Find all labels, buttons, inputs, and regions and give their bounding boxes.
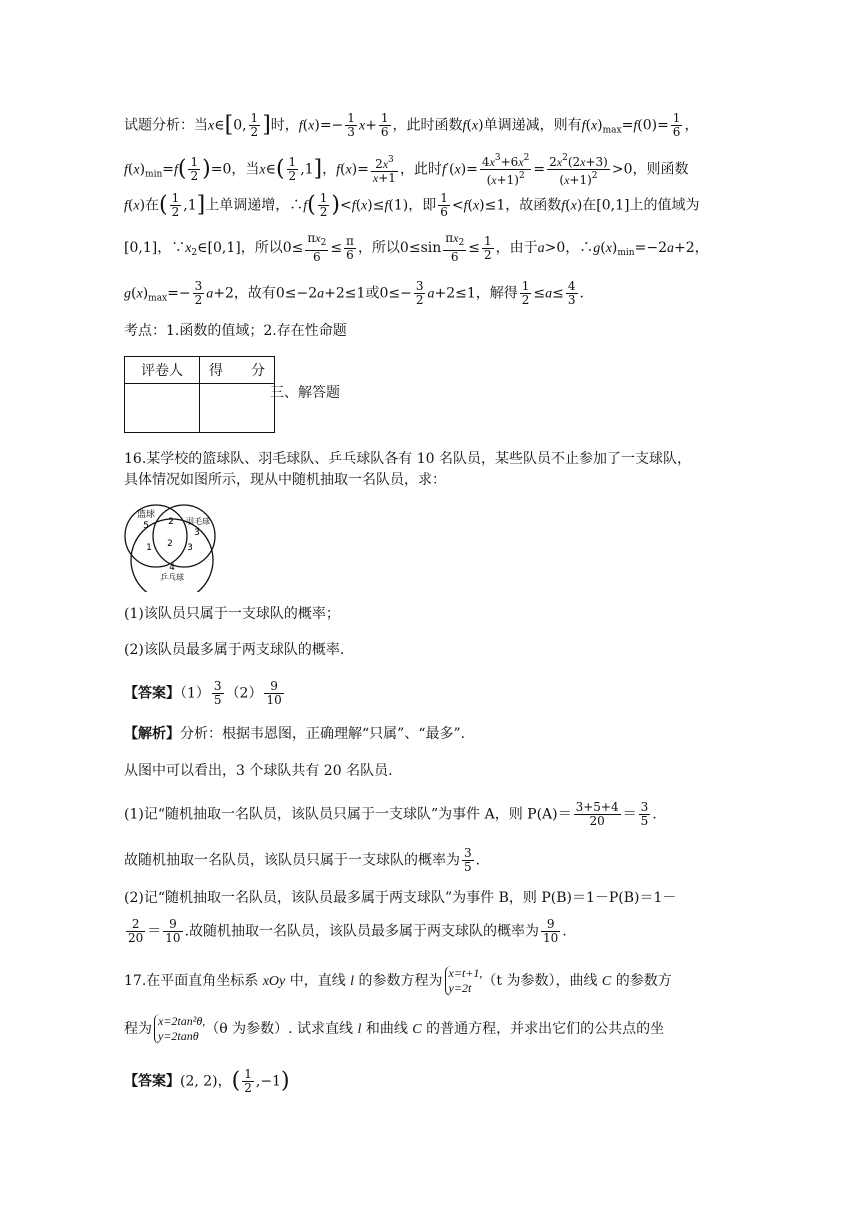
q16-p1-end: . bbox=[652, 806, 657, 823]
venn-circle-basketball bbox=[125, 505, 187, 567]
q17-line2-b: （θ 为参数）. 试求直线 bbox=[205, 1021, 358, 1037]
venn-basketball-badminton: 2 bbox=[168, 517, 174, 527]
q16-p1-text: (1)记“随机抽取一名队员，该队员只属于一支球队”为事件 A，则 P(A)＝ bbox=[124, 806, 572, 823]
analysis-line-3: f(x)在( $\frac{1}{2}$ ,1]上单调递增，∴f( $\frac{1}{2}$ )<f(x)≤f(1)，即 $\frac{1}{6}$ <f(x)≤1，故函数f(x)在[0,1]上的值域为 bbox=[124, 191, 700, 219]
venn-only-badminton: 3 bbox=[194, 528, 200, 538]
venn-all-three: 2 bbox=[167, 539, 173, 549]
q16-p1-concl-num: 3 bbox=[464, 846, 472, 860]
q17-line2-d: 的普通方程，并求出它们的公共点的坐 bbox=[421, 1021, 665, 1037]
q17-line1-c: 的参数方程为 bbox=[354, 973, 443, 989]
q16-p2-concl-den: 10 bbox=[543, 931, 559, 945]
venn-only-pingpong: 4 bbox=[169, 563, 175, 573]
q16-jiexi bbox=[124, 724, 465, 744]
venn-basketball-pingpong: 1 bbox=[146, 543, 152, 553]
analysis-line-5: $g(x)_{max}=-$ $\frac{3}{2}$ a+2，故有0≤−2a+2≤1或0≤− $\frac{3}{2}$ a+2≤1，解得 $\frac{1}{2}$ ≤a≤ $\frac{4}{3}$ . bbox=[124, 279, 584, 307]
q17-answer-a: (2, 2)， bbox=[180, 1073, 232, 1090]
q16-p2-frac1-den: 20 bbox=[128, 931, 144, 945]
q17-curve-eq2: y=2tanθ bbox=[158, 1029, 199, 1043]
section-title: 三、解答题 bbox=[270, 385, 340, 401]
q16-p1-concl-text: 故随机抽取一名队员，该队员只属于一支球队的概率为 bbox=[124, 852, 460, 869]
q17-line-eq2: y=2t bbox=[448, 981, 472, 995]
score-table-grader-cell bbox=[125, 384, 200, 433]
q16-jiexi-label: 【解析】 bbox=[124, 726, 180, 742]
analysis-label: 试题分析： bbox=[124, 117, 194, 134]
q16-p1-frac-num: 3+5+4 bbox=[575, 800, 619, 814]
venn-label-basketball: 篮球 bbox=[136, 510, 156, 520]
q17-curve-equations bbox=[154, 1014, 205, 1044]
q16-p2-concl-text: .故随机抽取一名队员，该队员最多属于两支球队的概率为 bbox=[184, 923, 540, 940]
venn-label-pingpong: 乒乓球 bbox=[160, 573, 184, 582]
q17-line-1 bbox=[124, 966, 672, 996]
q16-p1-conclusion: 故随机抽取一名队员，该队员只属于一支球队的概率为 $\frac{3}{5}$ . bbox=[124, 846, 481, 874]
q17-line-2 bbox=[124, 1014, 664, 1044]
q16-part-2: (2)该队员最多属于两支球队的概率. bbox=[124, 642, 345, 658]
q16-p1-frac-den: 20 bbox=[589, 814, 605, 828]
q16-p1-res-den: 5 bbox=[640, 814, 649, 828]
q17-line1-a: 17.在平面直角坐标系 bbox=[124, 973, 263, 989]
q16-answer2-prefix: （2） bbox=[225, 685, 263, 702]
q17-xoy: xOy bbox=[262, 974, 286, 989]
q17-answer: 【答案】(2, 2)，( $\frac{1}{2}$ ,−1) bbox=[124, 1067, 290, 1095]
q17-line-equations bbox=[445, 966, 483, 996]
q16-total-line: 从图中可以看出，3 个球队共有 20 名队员. bbox=[124, 763, 393, 779]
q17-answer-b-tail: ,−1 bbox=[255, 1073, 281, 1090]
q16-line-2: 具体情况如图所示，现从中随机抽取一名队员，求： bbox=[124, 472, 446, 488]
q17-line2-C: C bbox=[412, 1022, 422, 1037]
venn-diagram bbox=[122, 500, 222, 592]
q16-p2-frac1-num: 2 bbox=[126, 918, 145, 932]
q17-answer-label: 【答案】 bbox=[124, 1073, 180, 1090]
q17-answer-b-den: 2 bbox=[244, 1081, 252, 1095]
q16-p2-eq: ＝ bbox=[147, 923, 162, 940]
q16-p2-frac2-num: 9 bbox=[163, 918, 182, 932]
q17-answer-b-num: 1 bbox=[244, 1067, 252, 1081]
q17-curve-C: C bbox=[601, 974, 612, 989]
q16-p2-line: (2)记“随机抽取一名队员，该队员最多属于两支球队”为事件 B，则 P(B)＝1－P(B)＝1－ bbox=[124, 890, 677, 906]
venn-only-basketball: 5 bbox=[143, 521, 149, 531]
q16-p1-line bbox=[124, 801, 657, 828]
q17-line-l: l bbox=[350, 974, 355, 989]
q17-line2-l: l bbox=[357, 1022, 362, 1037]
q16-answer1-den: 5 bbox=[213, 693, 222, 707]
q16-answer1-num: 3 bbox=[213, 679, 222, 693]
q16-p1-eq: ＝ bbox=[622, 806, 637, 823]
q16-line-1: 16.某学校的篮球队、羽毛球队、乒乓球队各有 10 名队员，某些队员不止参加了一支球队， bbox=[124, 451, 691, 467]
q16-p2-concl-num: 9 bbox=[541, 918, 560, 932]
q16-p2-frac2-den: 10 bbox=[165, 931, 181, 945]
q16-p1-concl-den: 5 bbox=[464, 860, 472, 874]
kaodian: 考点：1.函数的值域；2.存在性命题 bbox=[124, 323, 347, 339]
score-table-score-cell bbox=[200, 384, 275, 433]
analysis-line-1: 试题分析：当x∈[0, $\frac{1}{2}$ ]时，f(x)=− $\frac{1}{3}$ x+ $\frac{1}{6}$ ，此时函数f(x)单调递减，则有$f(x)_{max}=f(0)=$ $\frac{1}{6}$ ， bbox=[124, 111, 699, 139]
score-table-grader-header: 评卷人 bbox=[125, 357, 200, 384]
venn-badminton-pingpong: 3 bbox=[187, 543, 193, 553]
q16-p2-line-2: $\frac{2}{20}$ ＝ $\frac{9}{10}$ .故随机抽取一名队员，该队员最多属于两支球队的概率为 $\frac{9}{10}$ . bbox=[128, 917, 567, 945]
q17-line1-e: 的参数方 bbox=[611, 973, 672, 989]
q16-p1-res-num: 3 bbox=[640, 800, 649, 814]
analysis-line-2: $f(x)_{min}=f$( $\frac{1}{2}$ )=0，当x∈( $\frac{1}{2}$ ,1]，f(x)= $\frac{2x^3}{x+1}$ ，此时f′(x)= $\frac{4x^3+6x^2}{(x+1)^2}$ = $\frac{2x^2(2x+3)}{(x+1)^2}$ >0，则函数 bbox=[124, 153, 689, 187]
q16-answer2-num: 9 bbox=[264, 680, 283, 694]
venn-label-badminton: 羽毛球 bbox=[186, 517, 210, 526]
q17-line1-b: 中，直线 bbox=[285, 973, 351, 989]
q16-answer1-prefix: （1） bbox=[180, 685, 210, 702]
q17-line1-d: （t 为参数），曲线 bbox=[482, 973, 602, 989]
q17-line2-a: 程为 bbox=[124, 1021, 152, 1037]
q17-line2-c: 和曲线 bbox=[361, 1021, 413, 1037]
q16-answer-label: 【答案】 bbox=[124, 685, 180, 702]
score-table bbox=[124, 356, 275, 433]
q17-curve-eq1: x=2tan²θ, bbox=[158, 1014, 206, 1028]
q16-part-1: (1)该队员只属于一支球队的概率； bbox=[124, 606, 340, 622]
q16-jiexi-text: 分析：根据韦恩图，正确理解“只属”、“最多”. bbox=[180, 726, 466, 742]
q17-line-eq1: x=t+1, bbox=[448, 966, 483, 980]
q16-answer bbox=[124, 680, 286, 707]
q16-answer2-den: 10 bbox=[266, 693, 282, 707]
analysis-line-4: [0,1]，$\because x_2\in[0,1]$，所以0≤ $\frac{\pi x_2}{6}$ ≤ $\frac{\pi}{6}$ ，所以0≤sin $\frac{\pi x_2}{6}$ ≤ $\frac{1}{2}$ ，由于a>0，$\therefore g(x)_{min}=-2a+2$， bbox=[124, 231, 709, 264]
score-table-score-header: 得 分 bbox=[200, 357, 275, 384]
